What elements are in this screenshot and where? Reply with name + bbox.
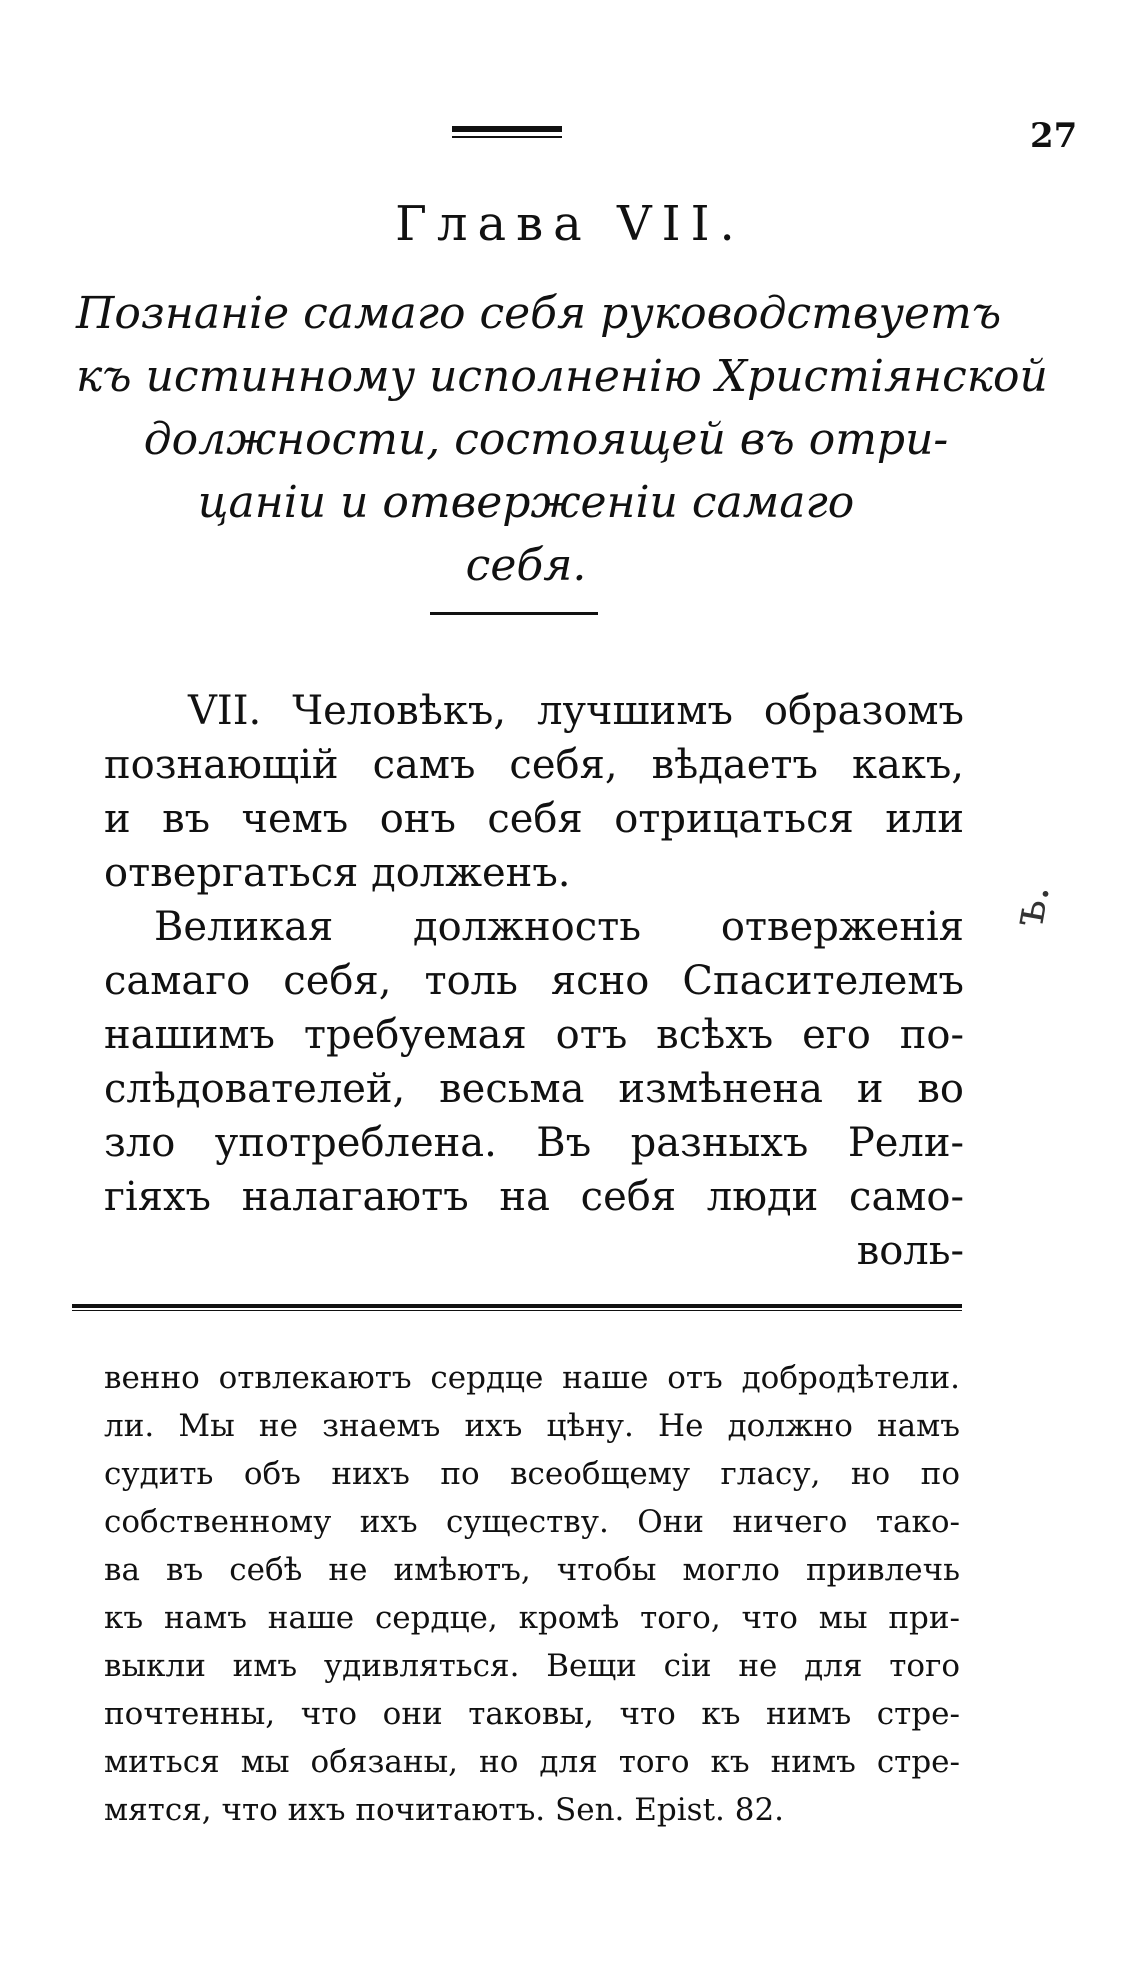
footnote-rule-thin xyxy=(72,1310,962,1311)
subtitle-line: себя. xyxy=(465,540,587,591)
footnote-line: выкли имъ удивляться. Вещи сіи не для того xyxy=(104,1648,960,1684)
chapter-heading: Глава VII. xyxy=(395,196,745,252)
ornament-thin-bar xyxy=(452,136,562,138)
footnote-line: ва въ себѣ не имѣютъ, чтобы могло привлечь xyxy=(104,1552,960,1588)
footnote-line: ли. Мы не знаемъ ихъ цѣну. Не должно намъ xyxy=(104,1408,960,1444)
body-line: познающій самъ себя, вѣдаетъ какъ, xyxy=(104,742,964,788)
footnote-line: почтенны, что они таковы, что къ нимъ стре- xyxy=(104,1696,960,1732)
body-line: гіяхъ налагаютъ на себя люди само- xyxy=(104,1174,964,1220)
footnote-line: собственному ихъ существу. Они ничего тако- xyxy=(104,1504,960,1540)
footnote-text xyxy=(104,1354,960,1834)
body-line: зло употреблена. Въ разныхъ Рели- xyxy=(104,1120,964,1166)
section-divider-rule xyxy=(430,612,598,615)
margin-annotation: ъ. xyxy=(1002,880,1060,931)
subtitle-line: къ истинному исполненію Христіянской xyxy=(76,351,1048,402)
body-line: отвергаться долженъ. xyxy=(104,850,571,896)
subtitle-line: цаніи и отверженіи самаго xyxy=(197,477,855,528)
chapter-subtitle xyxy=(76,282,1048,597)
body-text xyxy=(104,684,964,1278)
footnote-rule-thick xyxy=(72,1304,962,1308)
footnote-line: судить объ нихъ по всеобщему гласу, но по xyxy=(104,1456,960,1492)
subtitle-line: должности, состоящей въ отри- xyxy=(143,414,949,465)
footnote-line: мятся, что ихъ почитаютъ. Sen. Epist. 82. xyxy=(104,1792,785,1828)
footnote-line: венно отвлекаютъ сердце наше отъ добродѣтели. xyxy=(104,1360,960,1396)
footnote-line: къ намъ наше сердце, кромѣ того, что мы при- xyxy=(104,1600,960,1636)
page-number: 27 xyxy=(1030,116,1078,156)
ornament-thick-bar xyxy=(452,126,562,132)
body-line: самаго себя, толь ясно Спасителемъ xyxy=(104,958,964,1004)
catchword: воль- xyxy=(856,1228,964,1274)
footnote-line: миться мы обязаны, но для того къ нимъ стре- xyxy=(104,1744,960,1780)
body-line: слѣдователей, весьма измѣнена и во xyxy=(104,1066,964,1112)
body-line: нашимъ требуемая отъ всѣхъ его по- xyxy=(104,1012,964,1058)
body-line: Великая должность отверженія xyxy=(154,904,964,950)
header-ornament-rule xyxy=(452,126,562,140)
footnote-rule xyxy=(72,1304,962,1311)
body-line: и въ чемъ онъ себя отрицаться или xyxy=(104,796,964,842)
body-line: VII. Человѣкъ, лучшимъ образомъ xyxy=(188,688,964,734)
subtitle-line: Познаніе самаго себя руководствуетъ xyxy=(76,288,1002,339)
